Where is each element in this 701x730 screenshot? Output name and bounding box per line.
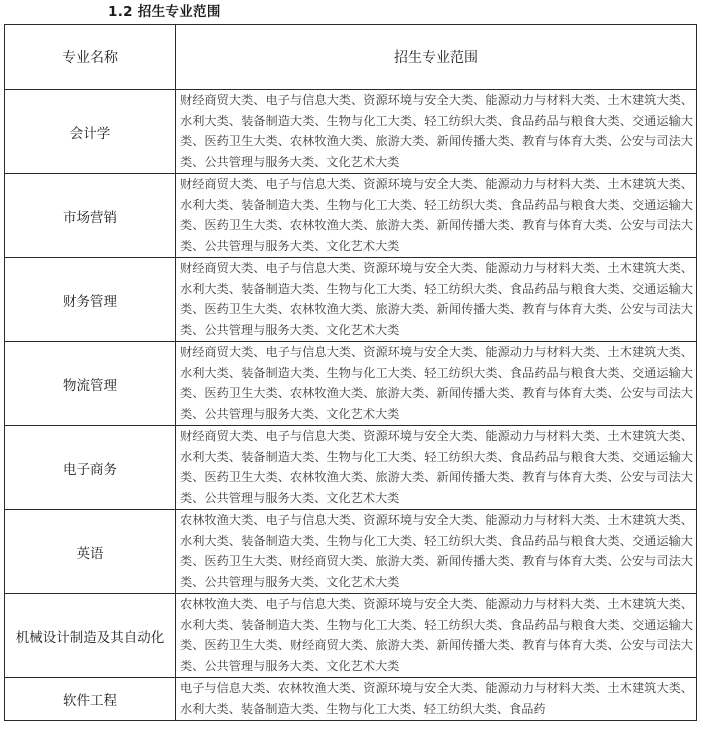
major-name-cell: 会计学 <box>5 90 176 174</box>
header-major-name: 专业名称 <box>5 25 176 90</box>
major-name-cell: 财务管理 <box>5 258 176 342</box>
section-title: 招生专业范围 <box>137 4 221 20</box>
scope-cell: 财经商贸大类、电子与信息大类、资源环境与安全大类、能源动力与材料大类、土木建筑大类、水利大类、装备制造大类、生物与化工大类、轻工纺织大类、食品药品与粮食大类、交通运输大类、医药卫生大类、农林牧渔大类、旅游大类、新闻传播大类、教育与体育大类、公安与司法大类、公共管理与服务大类、文化艺术大类 <box>176 174 697 258</box>
scope-cell: 财经商贸大类、电子与信息大类、资源环境与安全大类、能源动力与材料大类、土木建筑大类、水利大类、装备制造大类、生物与化工大类、轻工纺织大类、食品药品与粮食大类、交通运输大类、医药卫生大类、农林牧渔大类、旅游大类、新闻传播大类、教育与体育大类、公安与司法大类、公共管理与服务大类、文化艺术大类 <box>176 258 697 342</box>
table-row <box>5 90 697 174</box>
major-name-cell: 英语 <box>5 510 176 594</box>
section-heading <box>108 3 221 21</box>
table-row <box>5 174 697 258</box>
section-number: 1.2 <box>108 4 133 20</box>
major-name-cell: 物流管理 <box>5 342 176 426</box>
table-header-row <box>5 25 697 90</box>
major-name-cell: 软件工程 <box>5 678 176 721</box>
scope-cell: 电子与信息大类、农林牧渔大类、资源环境与安全大类、能源动力与材料大类、土木建筑大类、水利大类、装备制造大类、生物与化工大类、轻工纺织大类、食品药 <box>176 678 697 721</box>
enrollment-scope-table <box>4 24 697 721</box>
scope-cell: 财经商贸大类、电子与信息大类、资源环境与安全大类、能源动力与材料大类、土木建筑大类、水利大类、装备制造大类、生物与化工大类、轻工纺织大类、食品药品与粮食大类、交通运输大类、医药卫生大类、农林牧渔大类、旅游大类、新闻传播大类、教育与体育大类、公安与司法大类、公共管理与服务大类、文化艺术大类 <box>176 342 697 426</box>
scope-cell: 财经商贸大类、电子与信息大类、资源环境与安全大类、能源动力与材料大类、土木建筑大类、水利大类、装备制造大类、生物与化工大类、轻工纺织大类、食品药品与粮食大类、交通运输大类、医药卫生大类、农林牧渔大类、旅游大类、新闻传播大类、教育与体育大类、公安与司法大类、公共管理与服务大类、文化艺术大类 <box>176 426 697 510</box>
table-row <box>5 678 697 721</box>
major-name-cell: 市场营销 <box>5 174 176 258</box>
table-row <box>5 510 697 594</box>
major-name-cell: 电子商务 <box>5 426 176 510</box>
header-enrollment-scope: 招生专业范围 <box>176 25 697 90</box>
scope-cell: 农林牧渔大类、电子与信息大类、资源环境与安全大类、能源动力与材料大类、土木建筑大类、水利大类、装备制造大类、生物与化工大类、轻工纺织大类、食品药品与粮食大类、交通运输大类、医药卫生大类、财经商贸大类、旅游大类、新闻传播大类、教育与体育大类、公安与司法大类、公共管理与服务大类、文化艺术大类 <box>176 510 697 594</box>
major-name-cell: 机械设计制造及其自动化 <box>5 594 176 678</box>
table-row <box>5 594 697 678</box>
table-row <box>5 258 697 342</box>
scope-cell: 财经商贸大类、电子与信息大类、资源环境与安全大类、能源动力与材料大类、土木建筑大类、水利大类、装备制造大类、生物与化工大类、轻工纺织大类、食品药品与粮食大类、交通运输大类、医药卫生大类、农林牧渔大类、旅游大类、新闻传播大类、教育与体育大类、公安与司法大类、公共管理与服务大类、文化艺术大类 <box>176 90 697 174</box>
table-row <box>5 342 697 426</box>
scope-cell: 农林牧渔大类、电子与信息大类、资源环境与安全大类、能源动力与材料大类、土木建筑大类、水利大类、装备制造大类、生物与化工大类、轻工纺织大类、食品药品与粮食大类、交通运输大类、医药卫生大类、财经商贸大类、旅游大类、新闻传播大类、教育与体育大类、公安与司法大类、公共管理与服务大类、文化艺术大类 <box>176 594 697 678</box>
table-row <box>5 426 697 510</box>
